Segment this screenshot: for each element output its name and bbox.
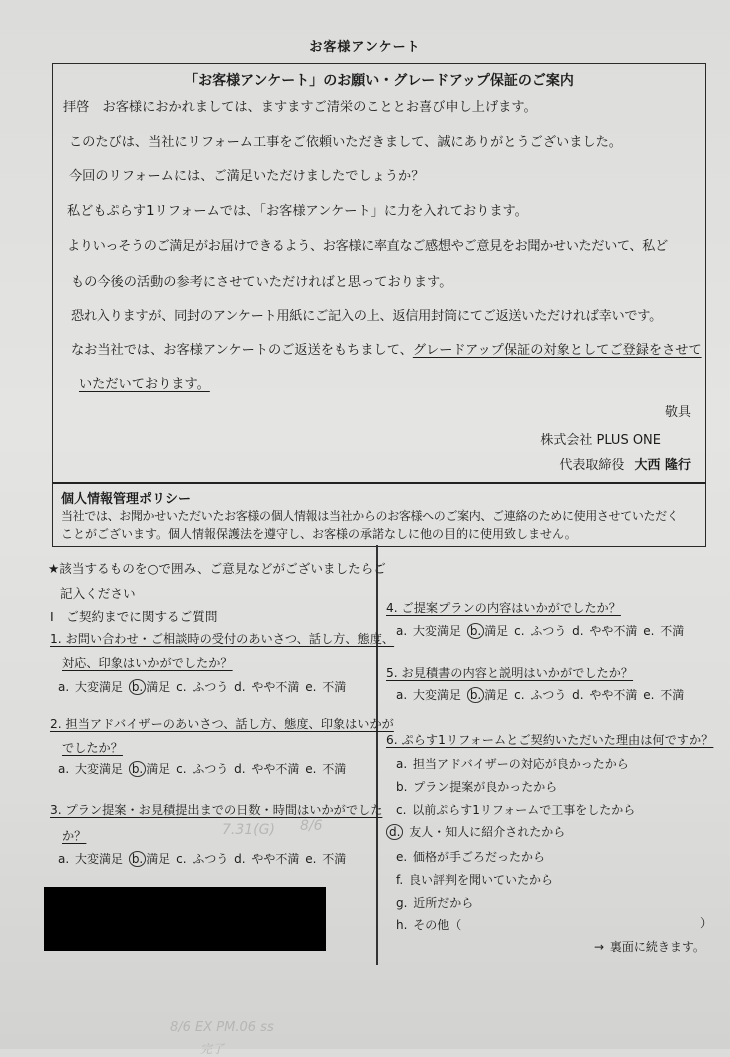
question-1: 1. お問い合わせ・ご相談時の受付のあいさつ、話し方、態度、 bbox=[50, 632, 395, 646]
section-title: I ご契約までに関するご質問 bbox=[50, 609, 218, 624]
option-b-label: 満足 bbox=[484, 688, 509, 702]
company-name: 株式会社 PLUS ONE bbox=[540, 433, 661, 448]
question-5-options bbox=[396, 686, 684, 703]
option-c[interactable]: c. ふつう bbox=[176, 680, 229, 694]
upgrade-guarantee-text: グレードアップ保証の対象としてご登録をさせて bbox=[412, 343, 702, 358]
letter-paragraph: もの今後の活動の参考にさせていただければと思っております。 bbox=[71, 275, 453, 290]
representative bbox=[559, 454, 691, 473]
representative-name: 大西 隆行 bbox=[634, 458, 691, 473]
question-2-options bbox=[58, 760, 346, 777]
q6-option-a[interactable]: a. 担当アドバイザーの対応が良かったから bbox=[396, 757, 629, 771]
q6-option-g[interactable]: g. 近所だから bbox=[396, 896, 474, 910]
option-b-label: 満足 bbox=[484, 624, 509, 638]
option-e[interactable]: e. 不満 bbox=[643, 688, 685, 702]
option-b-circled[interactable]: b. bbox=[129, 761, 146, 777]
letter-paragraph: 今回のリフォームには、ご満足いただけましたでしょうか？ bbox=[69, 169, 425, 184]
option-b-label: 満足 bbox=[146, 762, 171, 776]
q6-option-h[interactable]: h. その他（ bbox=[396, 918, 462, 932]
closing: 敬具 bbox=[664, 405, 691, 420]
privacy-text: ことがございます。個人情報保護法を遵守し、お客様の承諾なしに他の目的に使用致しません。 bbox=[61, 527, 577, 541]
letter-paragraph: いただいております。 bbox=[79, 377, 210, 392]
option-d[interactable]: d. やや不満 bbox=[234, 852, 300, 866]
letter-paragraph: 拝啓 お客様におかれましては、ますますご清栄のこととお喜び申し上げます。 bbox=[63, 100, 537, 115]
handwritten-note: 8/6 bbox=[300, 818, 323, 834]
option-e[interactable]: e. 不満 bbox=[305, 680, 347, 694]
redacted-block bbox=[44, 887, 326, 951]
question-3-options bbox=[58, 850, 346, 867]
instructions: 記入ください bbox=[60, 586, 136, 601]
privacy-box bbox=[52, 482, 706, 547]
question-6: 6. ぷらす1リフォームとご契約いただいた理由は何ですか？ bbox=[386, 733, 714, 747]
option-d[interactable]: d. やや不満 bbox=[572, 624, 638, 638]
option-d[interactable]: d. やや不満 bbox=[234, 762, 300, 776]
letter-heading: 「お客様アンケート」のお願い・グレードアップ保証のご案内 bbox=[184, 73, 574, 89]
option-d[interactable]: d. やや不満 bbox=[234, 680, 300, 694]
continue-note: → 裏面に続きます。 bbox=[594, 940, 705, 954]
option-d[interactable]: d. やや不満 bbox=[572, 688, 638, 702]
q6-other-close: ） bbox=[700, 916, 713, 930]
question-2: 2. 担当アドバイザーのあいさつ、話し方、態度、印象はいかが bbox=[50, 717, 394, 731]
privacy-heading: 個人情報管理ポリシー bbox=[61, 492, 192, 507]
option-c[interactable]: c. ふつう bbox=[514, 688, 567, 702]
letter-paragraph bbox=[71, 339, 702, 358]
column-divider bbox=[376, 545, 378, 965]
question-3: 3. プラン提案・お見積提出までの日数・時間はいかがでした bbox=[50, 803, 383, 817]
instructions: ★該当するものを○で囲み、ご意見などがございましたらご bbox=[48, 561, 386, 576]
option-e[interactable]: e. 不満 bbox=[643, 624, 685, 638]
q6-option-c[interactable]: c. 以前ぷらす1リフォームで工事をしたから bbox=[396, 803, 636, 817]
q6-option-f[interactable]: f. 良い評判を聞いていたから bbox=[396, 873, 553, 887]
q6-option-e[interactable]: e. 価格が手ごろだったから bbox=[396, 850, 546, 864]
option-a[interactable]: a. 大変満足 bbox=[396, 624, 461, 638]
question-4: 4. ご提案プランの内容はいかがでしたか？ bbox=[386, 601, 621, 615]
option-a[interactable]: a. 大変満足 bbox=[58, 680, 123, 694]
question-5: 5. お見積書の内容と説明はいかがでしたか？ bbox=[386, 666, 634, 680]
option-c[interactable]: c. ふつう bbox=[176, 852, 229, 866]
option-b-circled[interactable]: b. bbox=[467, 687, 484, 703]
handwritten-note: 8/6 EX PM.06 ss bbox=[170, 1020, 274, 1035]
letter-paragraph: このたびは、当社にリフォーム工事をご依頼いただきまして、誠にありがとうございました。 bbox=[69, 135, 622, 150]
question-1-options bbox=[58, 678, 346, 695]
option-b-circled[interactable]: b. bbox=[129, 679, 146, 695]
handwritten-note: 完了 bbox=[200, 1042, 225, 1056]
letter-paragraph: よりいっそうのご満足がお届けできるよう、お客様に率直なご感想やご意見をお聞かせいただいて、私ど bbox=[67, 239, 668, 254]
question-1-cont: 対応、印象はいかがでしたか？ bbox=[62, 656, 233, 670]
option-b-label: 満足 bbox=[146, 680, 171, 694]
privacy-text: 当社では、お聞かせいただいたお客様の個人情報は当社からのお客様へのご案内、ご連絡のために使用させていただく bbox=[61, 509, 679, 523]
document-title: お客様アンケート bbox=[309, 40, 421, 55]
option-b-circled[interactable]: b. bbox=[467, 623, 484, 639]
handwritten-note: 7.31(G) bbox=[222, 822, 275, 838]
question-3-cont: か？ bbox=[62, 829, 87, 843]
option-c[interactable]: c. ふつう bbox=[514, 624, 567, 638]
option-d-circled[interactable]: d. bbox=[386, 824, 403, 840]
option-e[interactable]: e. 不満 bbox=[305, 852, 347, 866]
option-d-label: 友人・知人に紹介されたから bbox=[409, 825, 566, 839]
option-b-circled[interactable]: b. bbox=[129, 851, 146, 867]
letter-text: なお当社では、お客様アンケートのご返送をもちまして、 bbox=[71, 343, 413, 358]
letter-box bbox=[52, 63, 706, 483]
q6-option-d[interactable] bbox=[386, 823, 565, 840]
question-2-cont: でしたか？ bbox=[62, 741, 123, 755]
letter-paragraph: 私どもぷらす1リフォームでは、「お客様アンケート」に力を入れております。 bbox=[67, 204, 528, 219]
representative-title: 代表取締役 bbox=[559, 458, 625, 473]
option-a[interactable]: a. 大変満足 bbox=[58, 852, 123, 866]
option-c[interactable]: c. ふつう bbox=[176, 762, 229, 776]
question-4-options bbox=[396, 622, 684, 639]
option-b-label: 満足 bbox=[146, 852, 171, 866]
option-a[interactable]: a. 大変満足 bbox=[396, 688, 461, 702]
letter-paragraph: 恐れ入りますが、同封のアンケート用紙にご記入の上、返信用封筒にてご返送いただければ幸いです。 bbox=[71, 309, 662, 324]
q6-option-b[interactable]: b. プラン提案が良かったから bbox=[396, 780, 558, 794]
option-a[interactable]: a. 大変満足 bbox=[58, 762, 123, 776]
option-e[interactable]: e. 不満 bbox=[305, 762, 347, 776]
